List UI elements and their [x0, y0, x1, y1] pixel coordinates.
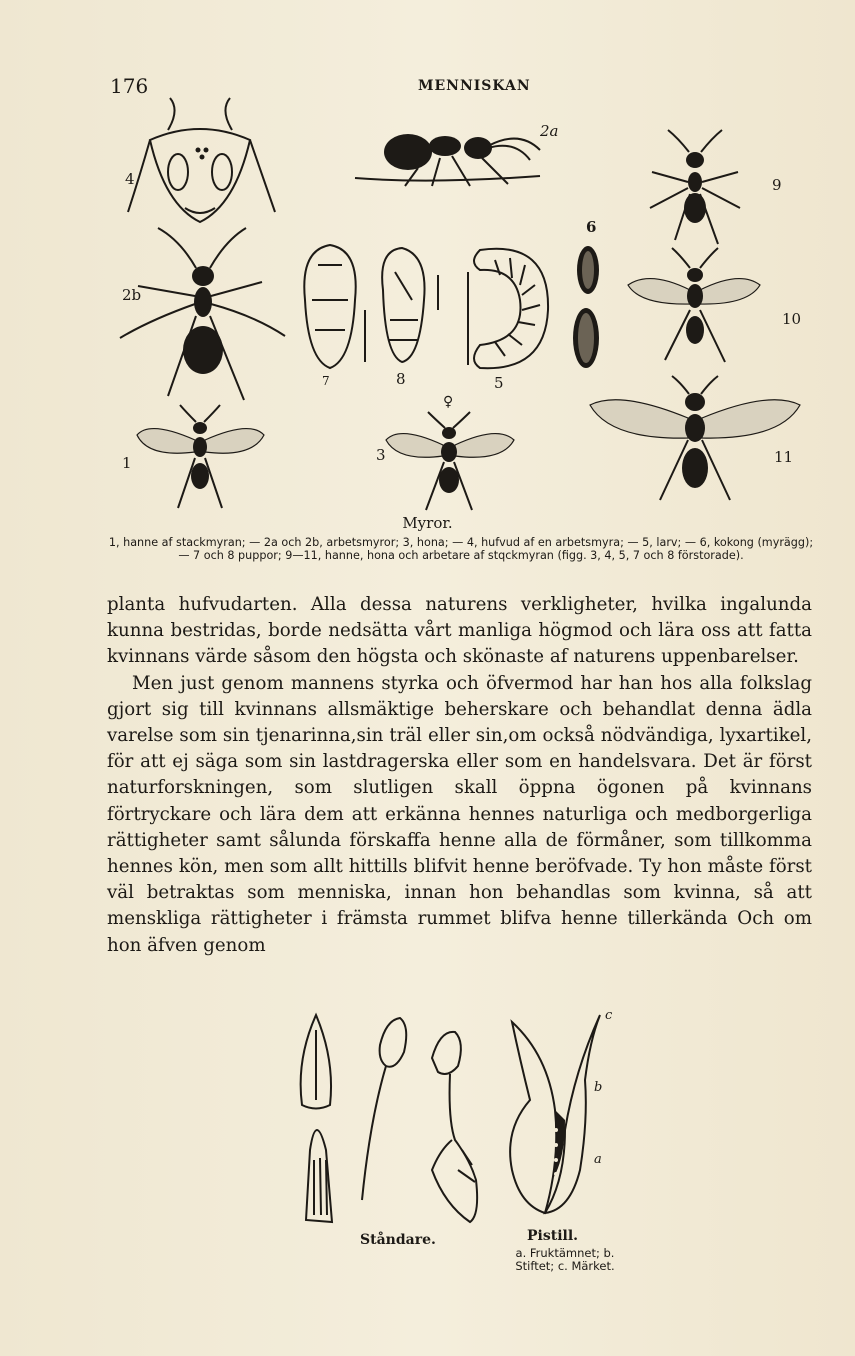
- figure-label: 5: [494, 374, 504, 392]
- pistil-legend-line: a. Fruktämnet; b.: [515, 1246, 615, 1260]
- figure-label: 9: [772, 176, 782, 194]
- figure-label: 4: [125, 170, 135, 188]
- paragraph: Men just genom mannens styrka och öfvermod har han hos alla folkslag gjort sig till kvinnans allsmäktige beherskare och behandlat denna ädla varelse som sin tjenarinna,sin träl eller sin,om också nödvändiga, lyxartikel, för att ej säga som sin lastdragerska eller som en handelsvara. Det är först naturforskningen, som slutligen skall öppna ögonen på kvinnans förtryckare och lära dem att erkänna hennes naturliga och medborgerliga rättigheter samt sålunda förskaffa henne alla de förmåner, som tillkomma hennes kön, men som allt hittills blifvit henne beröfvade. Ty hon måste först väl betraktas som menniska, innan hon behandlas som kvinna, så att menskliga rättigheter i främsta rummet blifva henne tillerkända Och om hon äfven genom: [107, 672, 812, 956]
- paragraph: planta hufvudarten. Alla dessa naturens verkligheter, hvilka ingalunda kunna bestridas, borde nedsätta vårt manliga högmod och lära oss att fatta kvinnans värde såsom den högsta och skönaste af naturens uppenbarelser.: [107, 594, 812, 668]
- page-number: 176: [110, 74, 149, 98]
- pistil-legend: [490, 1247, 640, 1273]
- pistil-letter: b: [594, 1080, 603, 1095]
- figure-label: ♀: [443, 394, 454, 410]
- figure-caption: 1, hanne af stackmyran; — 2a och 2b, arbetsmyror; 3, hona; — 4, hufvud af en arbetsmyra; — 5, larv; — 6, kokong (myrägg); — 7 och 8 puppor; 9—11, hanne, hona och arbetare af stqckmyran (figg. 3, 4, 5, 7 och 8 förstorade).: [108, 536, 814, 562]
- pistil-letter: a: [594, 1152, 602, 1167]
- running-head: MENNISKAN: [418, 78, 531, 94]
- figure-label: 1: [122, 454, 132, 472]
- figure-label: 11: [774, 448, 794, 466]
- figure-label: 3: [376, 446, 386, 464]
- stamen-drawing: [432, 1032, 477, 1222]
- figure-label: 7: [322, 374, 330, 388]
- figure-label: 6: [586, 218, 597, 236]
- pistil-legend-line: Stiftet; c. Märket.: [515, 1259, 615, 1273]
- figure-label: 2a: [540, 122, 559, 140]
- figure-label: 10: [782, 310, 802, 328]
- pistil-label: Pistill.: [527, 1228, 579, 1244]
- stamen-label: Ståndare.: [360, 1232, 436, 1248]
- figure-label: 8: [396, 370, 406, 388]
- figure-title: Myror.: [402, 514, 453, 532]
- stamen-drawing: [362, 1018, 406, 1200]
- stamen-drawing: [301, 1015, 332, 1222]
- figure-label: 2b: [122, 286, 142, 304]
- pistil-letter: c: [605, 1008, 613, 1023]
- pistil-drawing: [510, 1015, 603, 1213]
